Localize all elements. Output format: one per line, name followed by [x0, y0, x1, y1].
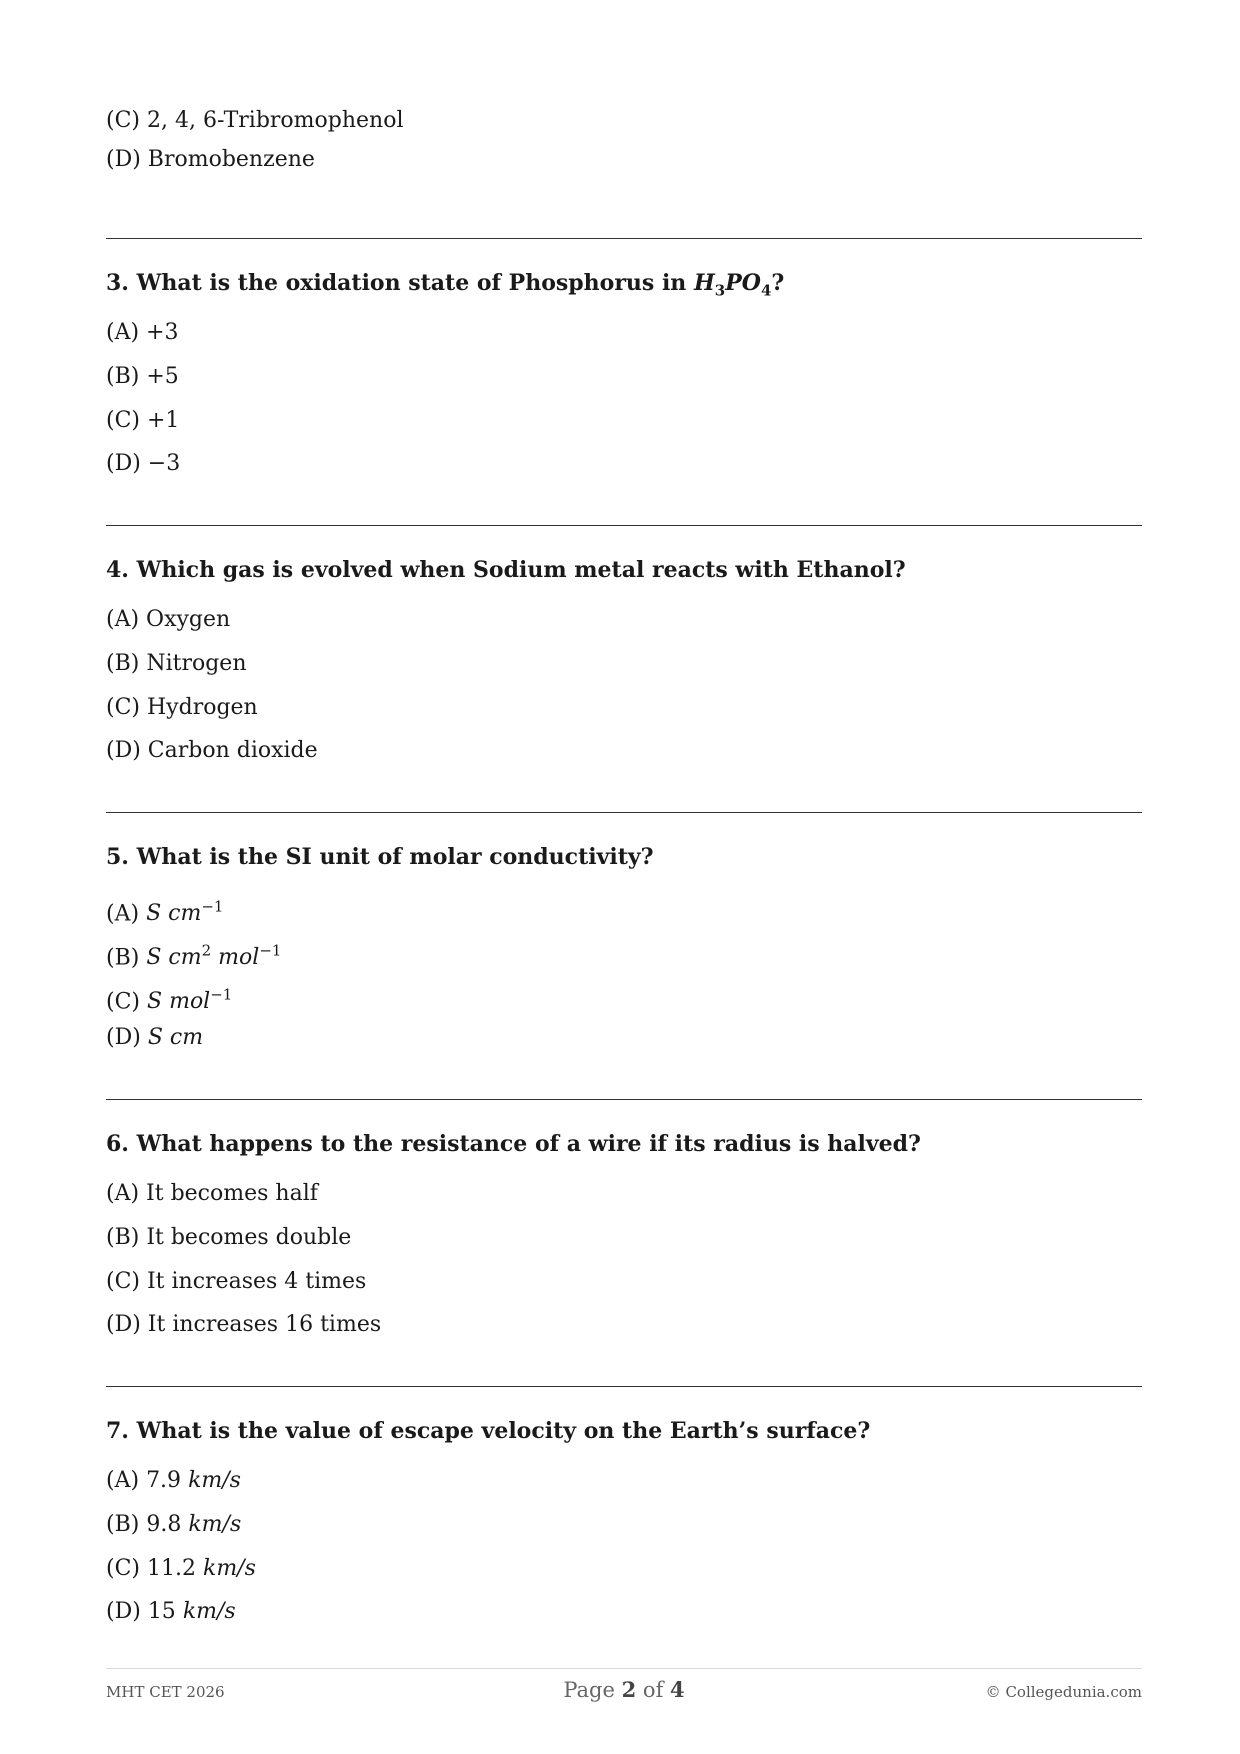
divider: [106, 525, 1142, 526]
q6-option-a: (A) It becomes half: [106, 1181, 318, 1206]
q7-question: 7. What is the value of escape velocity on the Earth’s surface?: [106, 1418, 871, 1444]
q4-option-a: (A) Oxygen: [106, 607, 231, 632]
divider: [106, 1386, 1142, 1387]
footer-copyright: © Collegedunia.com: [985, 1683, 1142, 1701]
q6-option-d: (D) It increases 16 times: [106, 1312, 382, 1337]
page-number: Page 2 of 4: [563, 1677, 685, 1702]
q4-option-d: (D) Carbon dioxide: [106, 738, 318, 763]
q2-option-c: (C) 2, 4, 6-Tribromophenol: [106, 108, 404, 133]
q7-option-c: (C) 11.2 km/s: [106, 1556, 256, 1581]
page-footer: [106, 1677, 1142, 1707]
divider: [106, 1099, 1142, 1100]
q7-option-a: (A) 7.9 km/s: [106, 1468, 241, 1493]
q4-option-b: (B) Nitrogen: [106, 651, 247, 676]
q4-question: 4. Which gas is evolved when Sodium metal reacts with Ethanol?: [106, 557, 906, 583]
q3-formula: $H_3PO_4$: [693, 270, 772, 300]
divider: [106, 238, 1142, 239]
q5-option-c: (C) S mol$^{-1}$: [106, 986, 233, 1015]
q5-option-d: (D) S cm: [106, 1025, 204, 1050]
q5-question: 5. What is the SI unit of molar conductivity?: [106, 844, 654, 870]
footer-exam-name: MHT CET 2026: [106, 1683, 225, 1701]
q6-option-c: (C) It increases 4 times: [106, 1269, 367, 1294]
q3-question: 3. What is the oxidation state of Phosphorus in $H_3PO_4$?: [106, 270, 785, 300]
q2-option-d: (D) Bromobenzene: [106, 147, 315, 172]
q4-option-c: (C) Hydrogen: [106, 695, 258, 720]
q3-question-text: 3. What is the oxidation state of Phosphorus in: [106, 270, 687, 296]
q3-option-a: (A) +3: [106, 320, 179, 345]
q3-option-d: (D) −3: [106, 451, 181, 476]
q6-option-b: (B) It becomes double: [106, 1225, 352, 1250]
q3-option-b: (B) +5: [106, 364, 179, 389]
q3-option-c: (C) +1: [106, 408, 180, 433]
q7-option-d: (D) 15 km/s: [106, 1599, 236, 1624]
q5-option-a: (A) S $cm^{-1}$: [106, 898, 224, 927]
q7-option-b: (B) 9.8 km/s: [106, 1512, 242, 1537]
divider: [106, 812, 1142, 813]
footer-divider: [106, 1668, 1142, 1669]
q6-question: 6. What happens to the resistance of a wire if its radius is halved?: [106, 1131, 921, 1157]
q5-option-b: (B) S $cm^2$ mol$^{-1}$: [106, 942, 282, 971]
